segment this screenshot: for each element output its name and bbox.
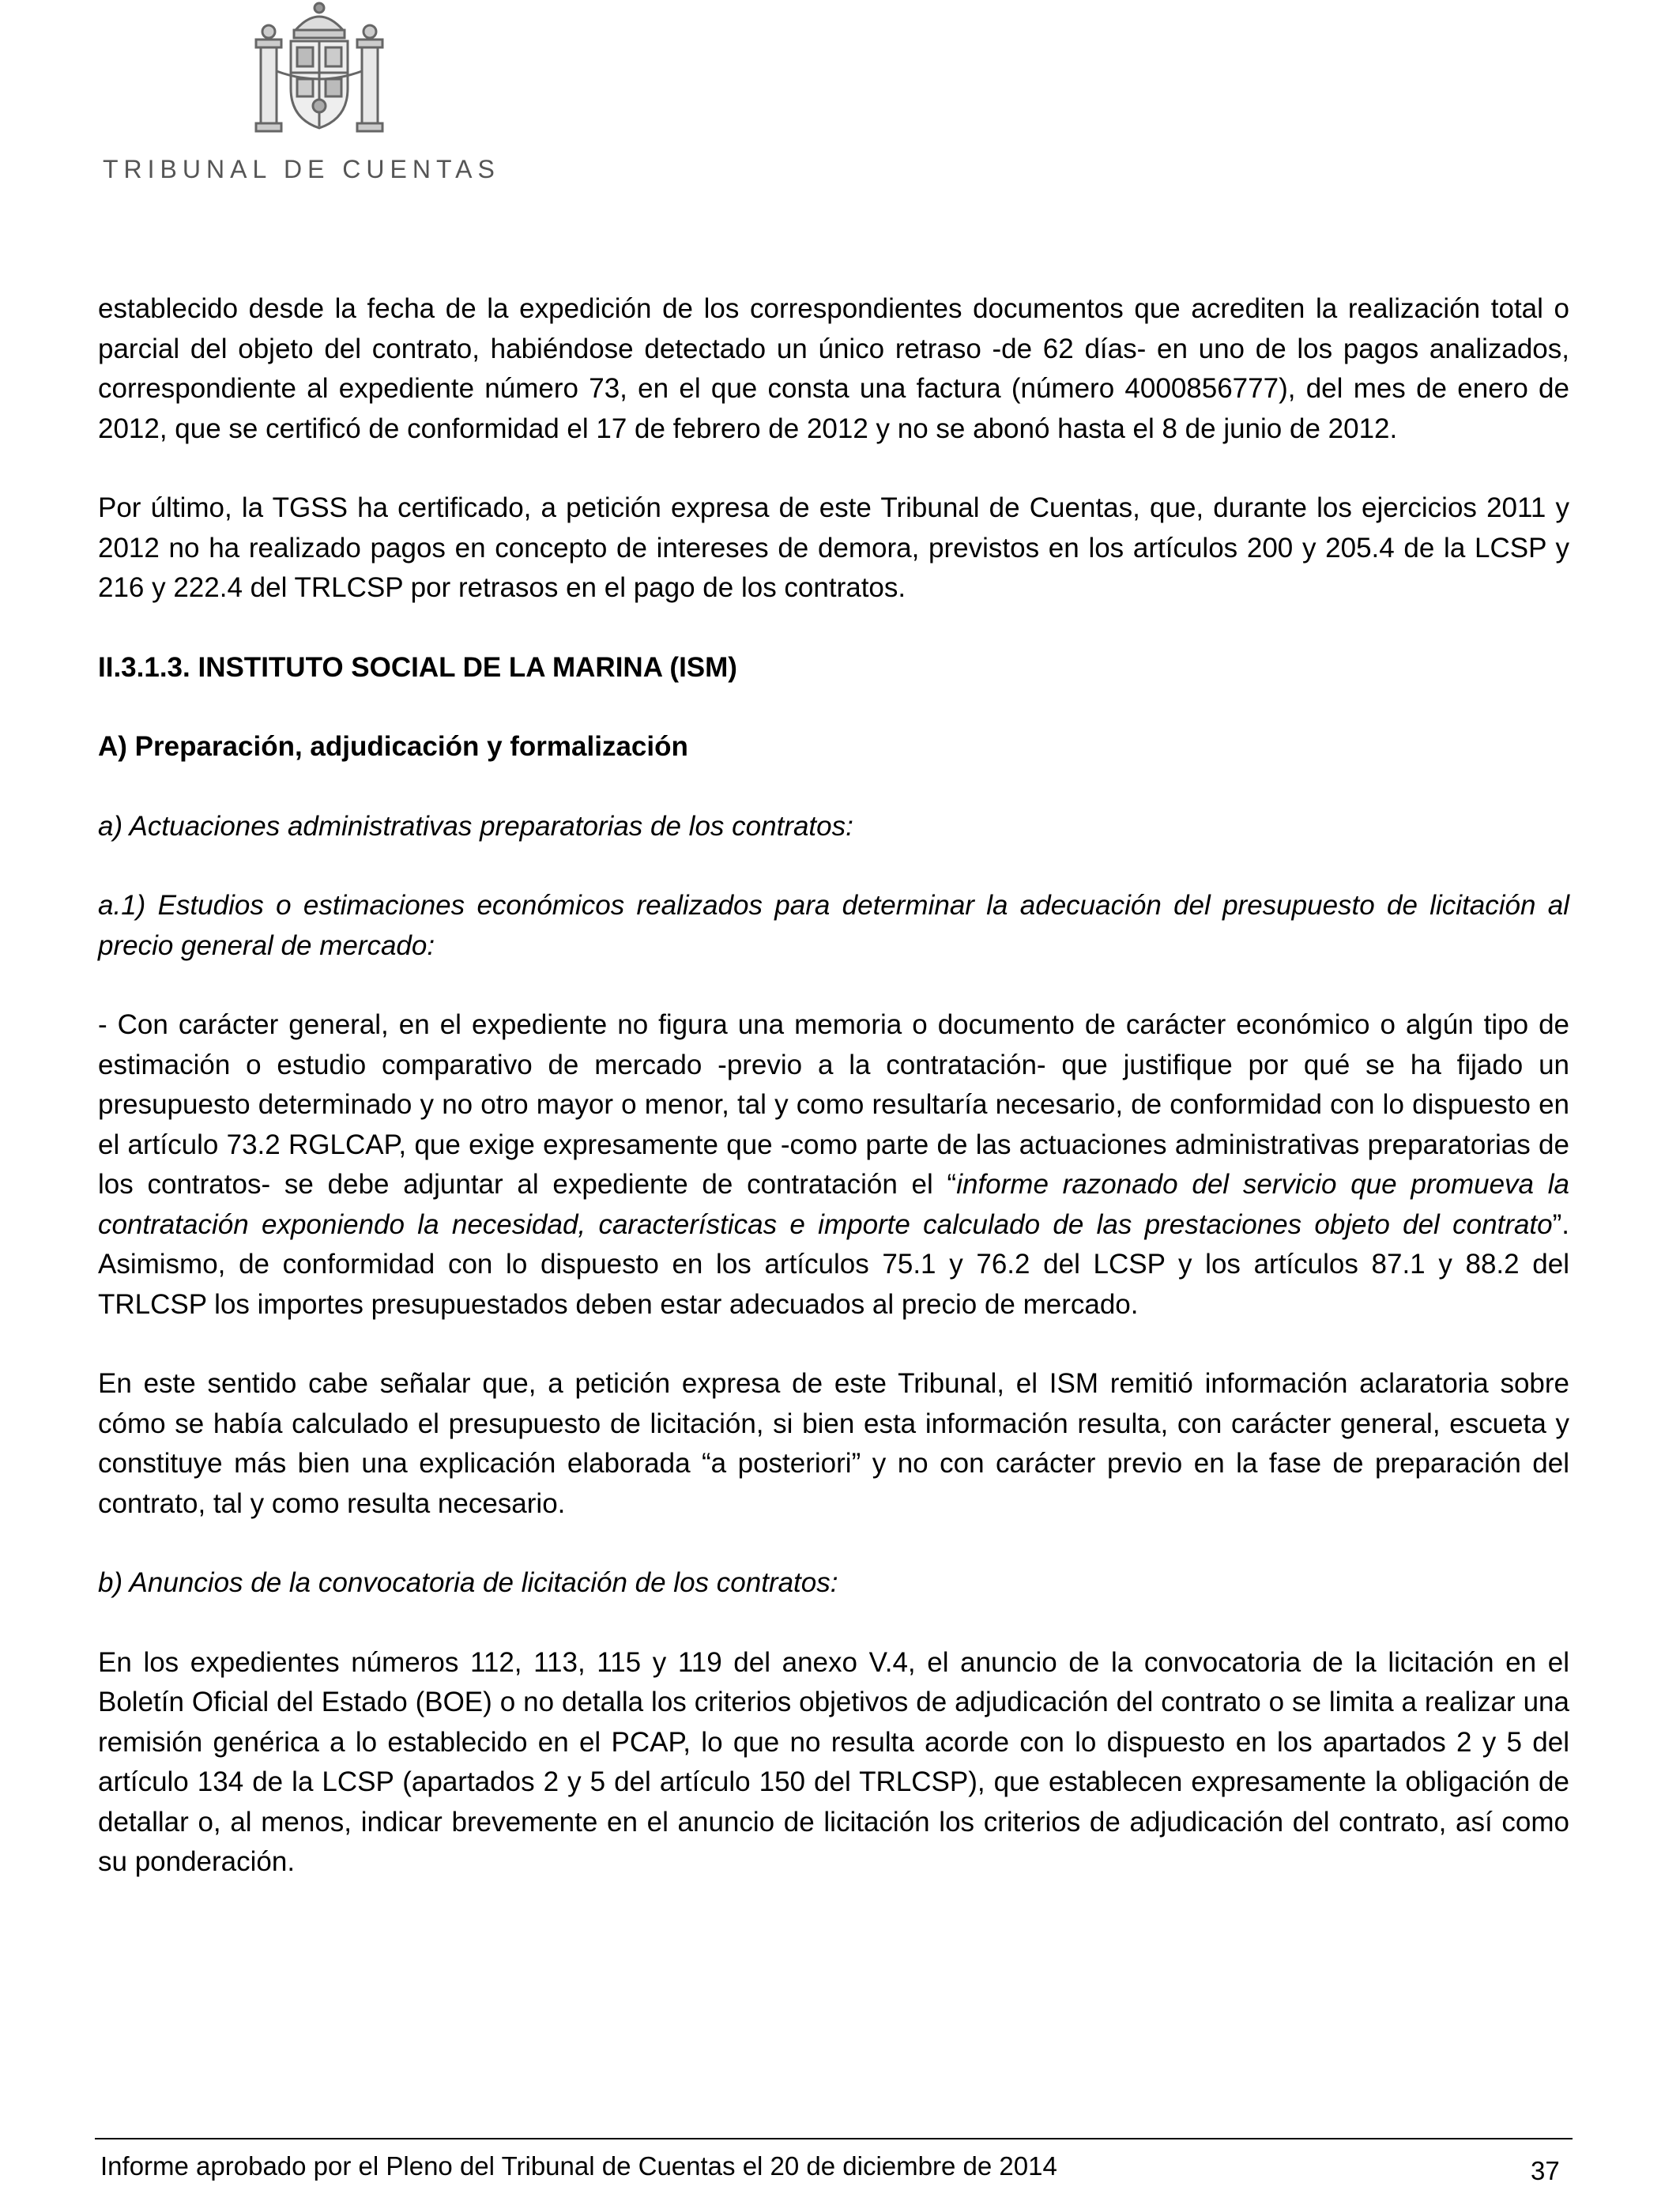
paragraph: En este sentido cabe señalar que, a petición expresa de este Tribunal, el ISM remitió información aclaratoria sobre cómo se había calculado el presupuesto de licitación, si bien esta información resulta, con carácter general, escueta y constituye más bien una explicación elaborada “a posteriori” y no con carácter previo en la fase de preparación del contrato, tal y como resulta necesario. bbox=[98, 1368, 1569, 1519]
document-body bbox=[98, 289, 1569, 1883]
page-number: 37 bbox=[1531, 2156, 1560, 2185]
subsection-heading: A) Preparación, adjudicación y formalización bbox=[98, 731, 688, 762]
paragraph bbox=[98, 1005, 1569, 1325]
paragraph: establecido desde la fecha de la expedición de los correspondientes documentos que acrediten la realización total o parcial del objeto del contrato, habiéndose detectado un único retraso -de 62 días- en uno de los pagos analizados, correspondiente al expediente número 73, en el que consta una factura (número 4000856777), del mes de enero de 2012, que se certificó de conformidad el 17 de febrero de 2012 y no se abonó hasta el 8 de junio de 2012. bbox=[98, 293, 1569, 444]
subsection-heading: a.1) Estudios o estimaciones económicos realizados para determinar la adecuación del presupuesto de licitación al precio general de mercado: bbox=[98, 890, 1569, 961]
footer-divider bbox=[95, 2138, 1573, 2139]
paragraph-text: ”. Asimismo, de conformidad con lo dispuesto en los artículos 75.1 y 76.2 del LCSP y los artículos 87.1 y 88.2 del TRLCSP los importes presupuestados deben estar adecuados al precio de mercado. bbox=[98, 1208, 1569, 1320]
paragraph-text: - Con carácter general, en el expediente no figura una memoria o documento de carácter económico o algún tipo de estimación o estudio comparativo de mercado -previo a la contratación- que justifique por qué se ha fijado un presupuesto determinado y no otro mayor o menor, tal y como resultaría necesario, de conformidad con lo dispuesto en el artículo 73.2 RGLCAP, que exige expresamente que -como parte de las actuaciones administrativas preparatorias de los contratos- se debe adjuntar al expediente de contratación el “ bbox=[98, 1009, 1569, 1200]
subsection-heading: b) Anuncios de la convocatoria de licitación de los contratos: bbox=[98, 1567, 838, 1598]
document-header bbox=[103, 0, 545, 198]
subsection-heading: a) Actuaciones administrativas preparatorias de los contratos: bbox=[98, 810, 853, 842]
section-heading: II.3.1.3. INSTITUTO SOCIAL DE LA MARINA (ISM) bbox=[98, 651, 737, 683]
footer bbox=[98, 2145, 1569, 2194]
footer-text: Informe aprobado por el Pleno del Tribunal de Cuentas el 20 de diciembre de 2014 bbox=[100, 2151, 1057, 2181]
paragraph: Por último, la TGSS ha certificado, a petición expresa de este Tribunal de Cuentas, que, durante los ejercicios 2011 y 2012 no ha realizado pagos en concepto de intereses de demora, previstos en los artículos 200 y 205.4 de la LCSP y 216 y 222.4 del TRLCSP por retrasos en el pago de los contratos. bbox=[98, 492, 1569, 603]
paragraph: En los expedientes números 112, 113, 115 y 119 del anexo V.4, el anuncio de la convocatoria de la licitación en el Boletín Oficial del Estado (BOE) o no detalla los criterios objetivos de adjudicación del contrato o se limita a realizar una remisión genérica a lo establecido en el PCAP, lo que no resulta acorde con lo dispuesto en los apartados 2 y 5 del artículo 134 de la LCSP (apartados 2 y 5 del artículo 150 del TRLCSP), que establecen expresamente la obligación de detallar o, al menos, indicar brevemente en el anuncio de licitación los criterios de adjudicación del contrato, así como su ponderación. bbox=[98, 1646, 1569, 1877]
quoted-text: informe razonado del servicio que promueva la contratación exponiendo la necesidad, características e importe calculado de las prestaciones objeto del contrato bbox=[98, 1169, 1569, 1240]
organization-name: TRIBUNAL DE CUENTAS bbox=[103, 155, 500, 183]
spanish-coat-of-arms-icon bbox=[250, 0, 389, 142]
